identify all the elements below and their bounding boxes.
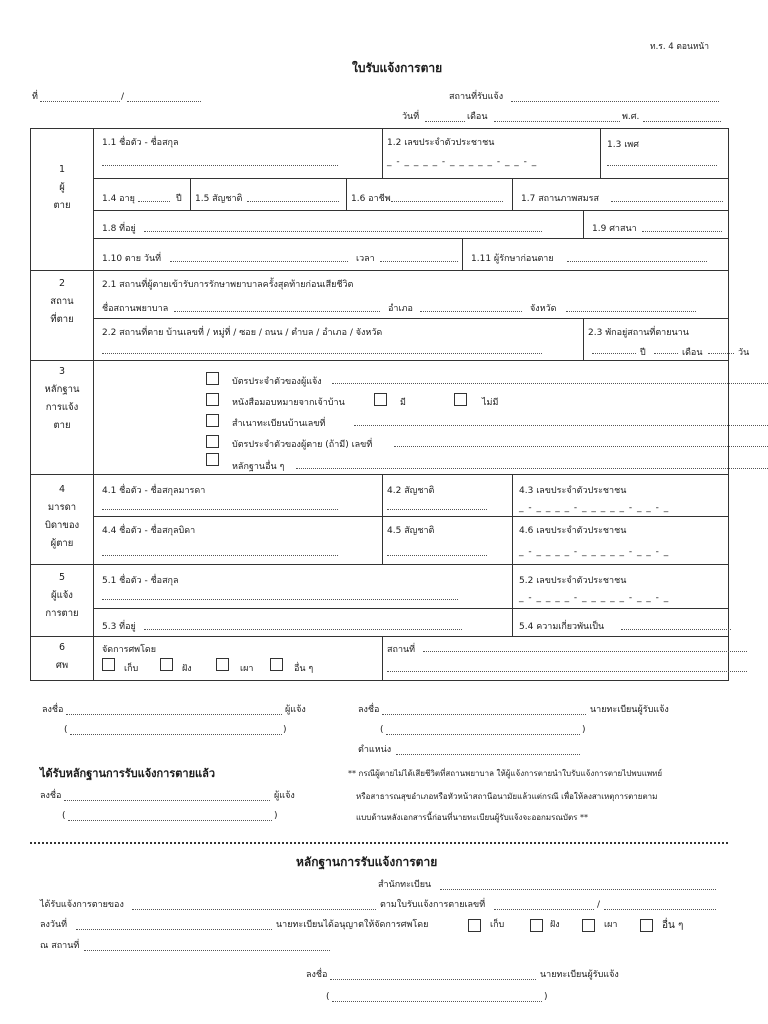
field-1-3-label: 1.3 เพศ — [607, 140, 639, 150]
form-title: ใบรับแจ้งการตาย — [352, 61, 443, 75]
ref-no-field[interactable] — [40, 101, 120, 102]
section-3-header — [31, 361, 94, 475]
informant-sign-field[interactable] — [66, 714, 282, 715]
receipt-office-field[interactable] — [440, 889, 716, 890]
burial-cremate-checkbox[interactable] — [216, 658, 229, 671]
receipt-paren-close: ) — [544, 992, 548, 1002]
burial-other-checkbox[interactable] — [270, 658, 283, 671]
death-report-form — [30, 128, 750, 681]
field-2-1-label: 2.1 สถานที่ผู้ตายเข้ารับการรักษาพยาบาลครั้งสุดท้ายก่อนเสียชีวิต — [102, 280, 354, 290]
evidence-item-2: หนังสือมอบหมายจากเจ้าบ้าน — [232, 398, 345, 408]
received-informant-label: ผู้แจ้ง — [274, 791, 295, 801]
field-5-2[interactable] — [513, 565, 729, 609]
receipt-form-sep: / — [597, 900, 601, 910]
field-5-2-mask: _ - _ _ _ _ - _ _ _ _ _ - _ _ - _ — [519, 593, 670, 603]
burial-method-label: จัดการศพโดย — [102, 645, 157, 655]
informant-name-field[interactable] — [70, 734, 282, 735]
field-4-6-label: 4.6 เลขประจำตัวประชาชน — [519, 526, 627, 536]
field-4-1-label: 4.1 ชื่อตัว - ชื่อสกุลมารดา — [102, 486, 206, 496]
burial-method — [94, 637, 383, 681]
field-2-3-label: 2.3 พักอยู่สถานที่ตายนาน — [588, 328, 689, 338]
burial-place[interactable] — [383, 637, 729, 681]
receipt-other-label: อื่น ๆ — [662, 920, 684, 931]
hospital-province-label: จังหวัด — [530, 304, 557, 314]
registrar-paren-open: ( — [380, 725, 384, 735]
field-1-2-mask: _ - _ _ _ _ - _ _ _ _ _ - _ _ - _ — [387, 157, 538, 167]
evidence-list — [94, 361, 729, 475]
receipt-cremate-label: เผา — [604, 920, 618, 930]
field-5-3[interactable] — [94, 609, 513, 637]
field-1-6[interactable] — [347, 179, 513, 211]
receipt-form-year-field[interactable] — [604, 909, 716, 910]
registrar-paren-close: ) — [582, 725, 586, 735]
received-sign-label: ลงชื่อ — [40, 791, 62, 801]
field-1-6-label: 1.6 อาชีพ — [351, 194, 391, 204]
informant-label: ผู้แจ้ง — [285, 705, 306, 715]
received-sign-field[interactable] — [64, 800, 270, 801]
date-label: วันที่ — [402, 112, 420, 122]
evidence-item-1: บัตรประจำตัวของผู้แจ้ง — [232, 377, 322, 387]
month-label: เดือน — [467, 112, 488, 122]
field-1-1-label: 1.1 ชื่อตัว - ชื่อสกุล — [102, 138, 179, 148]
field-4-1[interactable] — [94, 475, 383, 517]
burial-keep-checkbox[interactable] — [102, 658, 115, 671]
burial-bury-label: ฝัง — [182, 664, 192, 674]
section-6-line1: ศพ — [55, 660, 69, 672]
field-4-2-label: 4.2 สัญชาติ — [387, 486, 435, 496]
receipt-permit-label: นายทะเบียนได้อนุญาตให้จัดการศพโดย — [276, 920, 429, 930]
evidence-item-5: หลักฐานอื่น ๆ — [232, 462, 285, 472]
burial-keep-label: เก็บ — [124, 664, 139, 674]
evidence-has-label: มี — [400, 398, 406, 408]
receipt-place-label: ณ สถานที่ — [40, 941, 80, 951]
section-1-line2: ตาย — [53, 200, 71, 212]
date-month-field[interactable] — [494, 121, 620, 122]
field-1-11[interactable] — [463, 239, 729, 271]
field-1-2-label: 1.2 เลขประจำตัวประชาชน — [387, 138, 495, 148]
field-2-2-label: 2.2 สถานที่ตาย บ้านเลขที่ / หมู่ที่ / ซอย / ถนน / ตำบล / อำเภอ / จังหวัด — [102, 328, 383, 338]
field-5-4-label: 5.4 ความเกี่ยวพันเป็น — [519, 622, 605, 632]
field-2-3-month: เดือน — [682, 348, 703, 358]
field-1-8[interactable] — [94, 211, 584, 239]
section-4-line2: บิดาของ — [44, 520, 80, 532]
cut-line — [30, 842, 728, 844]
hospital-district-label: อำเภอ — [388, 304, 413, 314]
office-field[interactable] — [511, 101, 719, 102]
burial-place-label: สถานที่ — [387, 645, 416, 655]
field-4-6[interactable] — [513, 517, 729, 565]
section-5-line2: การตาย — [45, 608, 79, 620]
year-label: พ.ศ. — [622, 112, 640, 122]
note-line-1: ** กรณีผู้ตายไม่ได้เสียชีวิตที่สถานพยาบาล ให้ผู้แจ้งการตายนำใบรับแจ้งการตายไปพบแพทย์ — [348, 769, 663, 778]
field-4-3[interactable] — [513, 475, 729, 517]
field-5-2-label: 5.2 เลขประจำตัวประชาชน — [519, 576, 627, 586]
field-5-1[interactable] — [94, 565, 513, 609]
receipt-bury-checkbox[interactable] — [530, 919, 543, 932]
field-2-3[interactable] — [584, 319, 750, 361]
field-4-3-mask: _ - _ _ _ _ - _ _ _ _ _ - _ _ - _ — [519, 503, 670, 513]
section-6-number: 6 — [58, 642, 66, 653]
receipt-received-label: ได้รับแจ้งการตายของ — [40, 900, 124, 910]
receipt-place-field[interactable] — [84, 950, 330, 951]
registrar-label: นายทะเบียนผู้รับแจ้ง — [590, 705, 669, 715]
field-2-1[interactable] — [94, 271, 729, 319]
field-4-6-mask: _ - _ _ _ _ - _ _ _ _ _ - _ _ - _ — [519, 547, 670, 557]
field-1-9[interactable] — [584, 211, 729, 239]
evidence-checkbox-3[interactable] — [206, 414, 219, 427]
field-2-3-year: ปี — [640, 348, 646, 358]
date-year-field[interactable] — [643, 121, 721, 122]
field-1-7-label: 1.7 สถานภาพสมรส — [521, 194, 600, 204]
receipt-sign-field[interactable] — [330, 979, 536, 980]
evidence-checkbox-2[interactable] — [206, 393, 219, 406]
note-line-2: หรือสาธารณสุขอำเภอหรือหัวหน้าสถานีอนามัยแล้วแต่กรณี เพื่อให้ลงสาเหตุการตายตาม — [356, 792, 658, 801]
field-2-2[interactable] — [94, 319, 584, 361]
receipt-form-no-label: ตามใบรับแจ้งการตายเลขที่ — [380, 900, 486, 910]
receipt-sign-label: ลงชื่อ — [306, 970, 328, 980]
received-name-field[interactable] — [68, 820, 272, 821]
received-title: ได้รับหลักฐานการรับแจ้งการตายแล้ว — [40, 767, 216, 780]
evidence-checkbox-5[interactable] — [206, 453, 219, 466]
receipt-office-label: สำนักทะเบียน — [378, 880, 432, 890]
position-label: ตำแหน่ง — [358, 745, 392, 755]
receipt-date-field[interactable] — [76, 929, 272, 930]
field-1-10-time: เวลา — [356, 254, 375, 264]
receipt-name-field[interactable] — [332, 1001, 542, 1002]
informant-paren-close: ) — [283, 725, 287, 735]
field-1-5[interactable] — [191, 179, 347, 211]
field-1-4[interactable] — [94, 179, 191, 211]
field-1-10[interactable] — [94, 239, 463, 271]
field-1-2[interactable] — [383, 129, 601, 179]
evidence-item-4: บัตรประจำตัวของผู้ตาย (ถ้ามี) เลขที่ — [232, 440, 373, 450]
section-1-line1: ผู้ — [59, 182, 65, 194]
ref-year-field[interactable] — [127, 101, 201, 102]
field-1-4-label: 1.4 อายุ — [102, 194, 135, 204]
section-2-line2: ที่ตาย — [50, 314, 74, 326]
field-1-8-label: 1.8 ที่อยู่ — [102, 224, 136, 234]
field-1-11-label: 1.11 ผู้รักษาก่อนตาย — [471, 254, 554, 264]
receipt-title: หลักฐานการรับแจ้งการตาย — [296, 855, 438, 869]
registrar-sign-label: ลงชื่อ — [358, 705, 380, 715]
field-1-5-label: 1.5 สัญชาติ — [195, 194, 243, 204]
field-1-1[interactable] — [94, 129, 383, 179]
field-5-4[interactable] — [513, 609, 729, 637]
received-paren-close: ) — [274, 811, 278, 821]
receipt-keep-label: เก็บ — [490, 920, 505, 930]
section-3-line1: หลักฐาน — [44, 384, 80, 396]
field-4-3-label: 4.3 เลขประจำตัวประชาชน — [519, 486, 627, 496]
field-1-4-unit: ปี — [176, 194, 182, 204]
section-4-header — [31, 475, 94, 565]
field-1-9-label: 1.9 ศาสนา — [592, 224, 637, 234]
field-4-5[interactable] — [383, 517, 513, 565]
receipt-date-label: ลงวันที่ — [40, 920, 68, 930]
evidence-checkbox-4[interactable] — [206, 435, 219, 448]
section-5-number: 5 — [58, 572, 66, 583]
position-field[interactable] — [396, 754, 580, 755]
section-4-line1: มารดา — [47, 502, 77, 514]
section-3-line3: ตาย — [53, 420, 71, 432]
section-2-number: 2 — [58, 278, 66, 289]
section-2-line1: สถาน — [50, 296, 74, 308]
burial-cremate-label: เผา — [240, 664, 254, 674]
section-3-line2: การแจ้ง — [45, 402, 79, 414]
section-1-header — [31, 129, 94, 271]
field-2-3-day: วัน — [738, 348, 750, 358]
receipt-deceased-field[interactable] — [132, 909, 376, 910]
field-1-3[interactable] — [601, 129, 729, 179]
evidence-has-not-checkbox[interactable] — [454, 393, 467, 406]
office-label: สถานที่รับแจ้ง — [449, 92, 504, 102]
receipt-keep-checkbox[interactable] — [468, 919, 481, 932]
section-3-number: 3 — [58, 366, 66, 377]
field-4-4[interactable] — [94, 517, 383, 565]
hospital-name-label: ชื่อสถานพยาบาล — [102, 304, 169, 314]
section-6-header — [31, 637, 94, 681]
field-1-7[interactable] — [513, 179, 729, 211]
ref-separator: / — [121, 92, 125, 102]
ref-label: ที่ — [32, 92, 38, 102]
evidence-checkbox-1[interactable] — [206, 372, 219, 385]
field-4-5-label: 4.5 สัญชาติ — [387, 526, 435, 536]
receipt-cremate-checkbox[interactable] — [582, 919, 595, 932]
evidence-item-3: สำเนาทะเบียนบ้านเลขที่ — [232, 419, 326, 429]
burial-bury-checkbox[interactable] — [160, 658, 173, 671]
receipt-form-no-field[interactable] — [494, 909, 594, 910]
section-4-number: 4 — [58, 484, 66, 495]
section-5-header — [31, 565, 94, 637]
burial-other-label: อื่น ๆ — [294, 664, 314, 674]
field-5-1-label: 5.1 ชื่อตัว - ชื่อสกุล — [102, 576, 179, 586]
date-day-field[interactable] — [425, 121, 465, 122]
registrar-sign-field[interactable] — [382, 714, 586, 715]
section-2-header — [31, 271, 94, 361]
informant-paren-open: ( — [64, 725, 68, 735]
receipt-bury-label: ฝัง — [550, 920, 560, 930]
section-1-number: 1 — [58, 164, 66, 175]
field-4-4-label: 4.4 ชื่อตัว - ชื่อสกุลบิดา — [102, 526, 196, 536]
section-4-line3: ผู้ตาย — [50, 538, 74, 550]
field-1-10-label: 1.10 ตาย วันที่ — [102, 254, 162, 264]
note-line-3: แบบด้านหลังเอกสารนี้ก่อนที่นายทะเบียนผู้รับแจ้งจะออกมรณบัตร ** — [356, 813, 589, 822]
receipt-paren-open: ( — [326, 992, 330, 1002]
section-5-line1: ผู้แจ้ง — [51, 590, 73, 602]
evidence-has-not-label: ไม่มี — [482, 398, 499, 408]
form-code: ท.ร. 4 ตอนหน้า — [650, 42, 710, 52]
received-paren-open: ( — [62, 811, 66, 821]
field-4-2[interactable] — [383, 475, 513, 517]
evidence-has-checkbox[interactable] — [374, 393, 387, 406]
receipt-other-checkbox[interactable] — [640, 919, 653, 932]
informant-sign-label: ลงชื่อ — [42, 705, 64, 715]
field-5-3-label: 5.3 ที่อยู่ — [102, 622, 136, 632]
registrar-name-field[interactable] — [386, 734, 580, 735]
receipt-registrar-label: นายทะเบียนผู้รับแจ้ง — [540, 970, 619, 980]
